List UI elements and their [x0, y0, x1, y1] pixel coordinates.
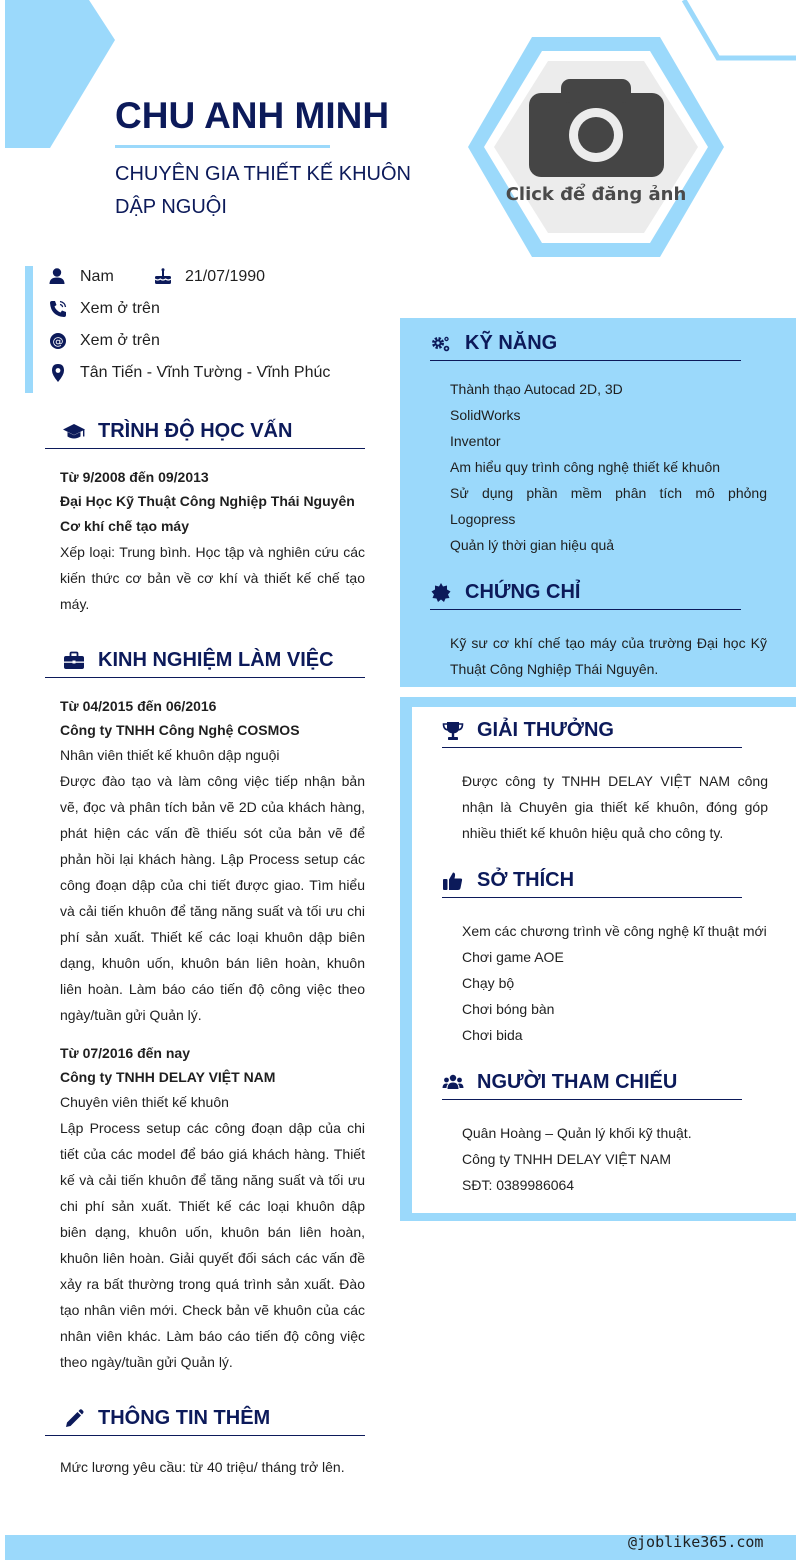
hobbies-title: SỞ THÍCH [477, 869, 575, 891]
hobbies-rule [442, 897, 742, 898]
reference-line: Quân Hoàng – Quản lý khối kỹ thuật. [462, 1125, 692, 1141]
hobby-item: Xem các chương trình về công nghệ kĩ thuật mới [462, 923, 767, 939]
hobby-item: Chơi bóng bàn [462, 1001, 555, 1017]
additional-rule [45, 1435, 365, 1436]
additional-title: THÔNG TIN THÊM [98, 1407, 271, 1429]
experience-title: KINH NGHIỆM LÀM VIỆC [98, 649, 334, 671]
job-1-company: Công ty TNHH Công Nghệ COSMOS [60, 722, 300, 738]
address-row [48, 361, 330, 385]
certificates-text: Kỹ sư cơ khí chế tạo máy của trường Đại học Kỹ Thuật Công Nghiệp Thái Nguyên. [450, 635, 767, 677]
phone-icon [48, 299, 68, 319]
reference-line: SĐT: 0389986064 [462, 1177, 575, 1193]
experience-heading [63, 649, 334, 672]
users-group-icon [442, 1072, 464, 1094]
certificate-badge-icon [430, 582, 452, 604]
certificates-title: CHỨNG CHỈ [465, 581, 581, 603]
pencil-icon [63, 1408, 85, 1430]
corner-decoration-left [5, 0, 115, 148]
gears-icon [430, 333, 452, 355]
email-at-icon [48, 331, 68, 351]
hobbies-heading [442, 869, 574, 892]
awards-text: Được công ty TNHH DELAY VIỆT NAM công nhận là Chuyên gia thiết kế khuôn, đóng góp nhiều thiết kế khuôn hiệu quả cho công ty. [462, 773, 768, 841]
skill-item: Thành thạo Autocad 2D, 3D [450, 381, 623, 397]
photo-caption[interactable]: Click để đăng ảnh [505, 184, 687, 205]
address-value: Tân Tiến - Vĩnh Tường - Vĩnh Phúc [80, 364, 331, 381]
additional-text: Mức lương yêu cầu: từ 40 triệu/ tháng trở lên. [60, 1459, 345, 1475]
gender-value: Nam [80, 268, 114, 285]
education-title: TRÌNH ĐỘ HỌC VẤN [98, 420, 293, 442]
trophy-icon [442, 720, 464, 742]
name-underline [115, 145, 330, 148]
references-rule [442, 1099, 742, 1100]
phone-row [48, 297, 160, 321]
skills-title: KỸ NĂNG [465, 332, 558, 354]
camera-icon [529, 79, 664, 177]
job-1-description: Được đào tạo và làm công việc tiếp nhận bản vẽ, đọc và phân tích bản vẽ 2D của khách hàng, phát hiện các vấn đề thiếu sót của bản vẽ để phản hồi lại khách hàng. Lập Process setup các công đoạn dập của chi tiết được giao. Tìm hiểu và cải tiến khuôn để tăng năng suất và tối ưu chi phí sản xuất. Thiết kế các loại khuôn dập biên dạng, khuôn uốn, khuôn bán liên hoàn, khuôn liên hoàn. Làm báo cáo tiến độ công việc theo ngày/tuần gửi Quản lý. [60, 773, 365, 1023]
graduation-cap-icon [63, 421, 85, 443]
additional-heading [63, 1407, 270, 1430]
education-major: Cơ khí chế tạo máy [60, 518, 189, 534]
photo-upload-placeholder[interactable] [466, 33, 726, 261]
education-rule [45, 448, 365, 449]
skills-rule [430, 360, 741, 361]
education-heading [63, 420, 292, 443]
skill-item: Inventor [450, 433, 501, 449]
briefcase-icon [63, 650, 85, 672]
education-period: Từ 9/2008 đến 09/2013 [60, 469, 209, 485]
experience-rule [45, 677, 365, 678]
awards-rule [442, 747, 742, 748]
birthday-value: 21/07/1990 [185, 268, 266, 285]
birthday-row [153, 265, 265, 289]
job-1-position: Nhân viên thiết kế khuôn dập nguội [60, 747, 280, 763]
hobby-item: Chạy bộ [462, 975, 515, 991]
skill-item: SolidWorks [450, 407, 521, 423]
hobby-item: Chơi game AOE [462, 949, 564, 965]
skill-item: Am hiểu quy trình công nghệ thiết kế khuôn [450, 459, 721, 475]
footer-watermark: @joblike365.com [628, 1533, 764, 1551]
references-heading [442, 1071, 677, 1094]
info-accent-bar [25, 266, 33, 393]
skill-item: Sử dụng phần mềm phân tích mô phỏng Logopress [450, 485, 767, 527]
user-icon [48, 267, 68, 287]
job-2-company: Công ty TNHH DELAY VIỆT NAM [60, 1069, 276, 1085]
email-value: Xem ở trên [80, 332, 160, 349]
gender-row [48, 265, 114, 289]
job-1-period: Từ 04/2015 đến 06/2016 [60, 698, 217, 714]
reference-line: Công ty TNHH DELAY VIỆT NAM [462, 1151, 672, 1167]
skill-item: Quản lý thời gian hiệu quả [450, 537, 615, 553]
education-description: Xếp loại: Trung bình. Học tập và nghiên cứu các kiến thức cơ bản về cơ khí và thiết kế chế tạo máy. [60, 544, 365, 612]
thumbs-up-icon [442, 870, 464, 892]
hobby-item: Chơi bida [462, 1027, 523, 1043]
skills-heading [430, 332, 557, 355]
location-pin-icon [48, 363, 68, 383]
email-row [48, 329, 160, 353]
job-2-position: Chuyên viên thiết kế khuôn [60, 1094, 229, 1110]
certificates-rule [430, 609, 741, 610]
job-2-description: Lập Process setup các công đoạn dập của chi tiết của các model để báo giá khách hàng. Thiết kế và cải tiến khuôn để tăng năng suất và tối ưu chi phí sản xuất. Thiết kế các loại khuôn dập biên dạng, khuôn uốn, khuôn bán liên hoàn, khuôn liên hoàn. Giải quyết đối sách các vấn đề xảy ra bất thường trong quá trình sản xuất. Đào tạo nhân viên mới. Check bản vẽ khuôn của các nhân viên khác. Làm báo cáo tiến độ công việc theo ngày/tuần gửi Quản lý. [60, 1120, 365, 1370]
job-2-period: Từ 07/2016 đến nay [60, 1045, 190, 1061]
awards-title: GIẢI THƯỞNG [477, 719, 614, 741]
candidate-name: CHU ANH MINH [115, 95, 390, 136]
job-title: CHUYÊN GIA THIẾT KẾ KHUÔN DẬP NGUỘI [115, 163, 411, 218]
awards-heading [442, 719, 614, 742]
phone-value: Xem ở trên [80, 300, 160, 317]
svg-text:@: @ [52, 335, 64, 348]
education-school: Đại Học Kỹ Thuật Công Nghiệp Thái Nguyên [60, 493, 355, 509]
birthday-cake-icon [153, 267, 173, 287]
certificates-heading [430, 581, 580, 604]
references-title: NGƯỜI THAM CHIẾU [477, 1071, 678, 1093]
